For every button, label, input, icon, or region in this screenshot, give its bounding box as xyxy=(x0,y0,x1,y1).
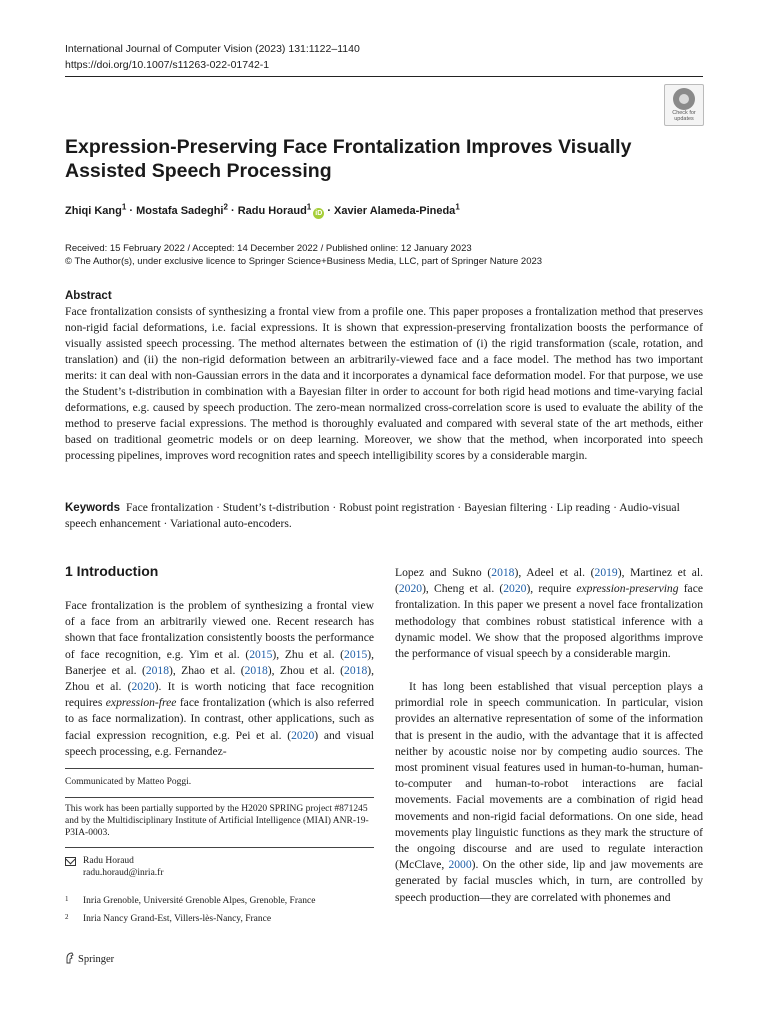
emphasis-text: expression-free xyxy=(105,696,177,710)
keywords-text: Face frontalization · Student’s t-distribution · Robust point registration · Bayesian filtering · Lip reading · Audio-visual speech enhancement · Variational auto-encoders. xyxy=(65,501,680,530)
author-name[interactable]: Mostafa Sadeghi xyxy=(136,205,224,217)
affiliation-2 xyxy=(65,913,271,925)
citation-link[interactable]: 2018 xyxy=(145,663,170,677)
body-text: ) and visual speech processing, e.g. Fernandez- xyxy=(65,728,374,758)
paper-title: Expression-Preserving Face Frontalization Improves Visually Assisted Speech Processing xyxy=(65,136,632,182)
affiliation-text: Inria Grenoble, Université Grenoble Alpes, Grenoble, France xyxy=(83,896,316,906)
citation-link[interactable]: 2018 xyxy=(344,663,368,677)
body-text: ), Zhou et al. ( xyxy=(65,663,374,694)
body-right-paragraph-1 xyxy=(395,565,703,662)
orcid-icon[interactable]: iD xyxy=(315,210,323,217)
body-left-column xyxy=(65,598,374,760)
corresponding-author xyxy=(65,855,164,879)
author-affiliation: 1 xyxy=(306,202,312,212)
abstract-heading: Abstract xyxy=(65,290,112,302)
received-dates: Received: 15 February 2022 / Accepted: 14 December 2022 / Published online: 12 January 2023 xyxy=(65,243,472,254)
body-text: ). It is worth noticing that face recognition requires xyxy=(65,680,374,710)
citation-link[interactable]: 2020 xyxy=(131,680,155,694)
journal-header xyxy=(65,41,360,73)
body-text: ), Adeel et al. ( xyxy=(514,566,595,579)
abstract-text: Face frontalization consists of synthesizing a frontal view from a profile one. This paper proposes a frontalization method that preserves non-rigid facial deformations, i.e. facial expressions. It is shown that expression-preserving frontalization boosts the performance of visually assisted speech processing. The method alternates between the estimation of (i) the rigid transformation (scale, rotation, and translation) and (ii) the non-rigid deformation between an arbitrarily-viewed face and a face model. The method has two important merits: it can deal with non-Gaussian errors in the data and it incorporates a dynamical face deformation model. For that purpose, we use the Student’s t-distribution in combination with a Bayesian filter in order to account for both rigid head motions and time-varying facial deformations, e.g. caused by speech production. The zero-mean normalized cross-correlation score is used to evaluate the ability of the method to preserve facial expressions. The method is thoroughly evaluated and compared with several state of the art methods, either based on traditional geometric models or on deep learning. Moreover, we show that the method, when incorporated into speech processing pipelines, improves word recognition rates and speech intelligibility scores by a considerable margin. xyxy=(65,305,703,462)
author-name[interactable]: Xavier Alameda-Pineda xyxy=(334,205,456,217)
citation-link[interactable]: 2020 xyxy=(291,728,315,742)
body-text: ), Martinez et al. ( xyxy=(395,566,704,596)
body-text: It has long been established that visual perception plays a primordial role in speech communication. In particular, vision provides an alternative representation of some of the information that is present in the audio, with the advantage that it is affected neither by acoustic noise nor by competing audio sources. The most prominent visual features used in human-to-human, human-to-computer and human-to-robot interactions are facial movements. Facial movements are a combination of rigid head movements and non-rigid facial deformations. On one side, head movements play linguistic functions as they mark the structure of the ongoing discourse and are used to regulate interaction (McClave, xyxy=(395,680,703,872)
author-list xyxy=(65,203,460,219)
badge-text-1: Check for xyxy=(672,110,696,116)
author-affiliation: 2 xyxy=(223,202,228,212)
publication-dates xyxy=(65,242,542,268)
springer-horse-icon xyxy=(65,952,75,964)
body-text: ), Zhu et al. ( xyxy=(272,647,345,661)
citation-link[interactable]: 2000 xyxy=(448,858,472,872)
author-separator: · xyxy=(231,205,235,217)
publisher-logo xyxy=(65,952,114,967)
citation-link[interactable]: 2018 xyxy=(491,566,515,579)
author-affiliation: 1 xyxy=(455,202,460,212)
citation-link[interactable]: 2019 xyxy=(594,566,618,579)
body-right-paragraph-2 xyxy=(395,679,703,906)
affiliation-text: Inria Nancy Grand-Est, Villers-lès-Nancy, France xyxy=(83,914,272,924)
body-text: ), Cheng et al. ( xyxy=(422,582,504,596)
check-for-updates-badge[interactable] xyxy=(664,84,704,126)
affiliation-number: 2 xyxy=(65,913,69,921)
citation-link[interactable]: 2020 xyxy=(503,582,527,596)
journal-citation: International Journal of Computer Vision (2023) 131:1122–1140 xyxy=(65,43,360,55)
citation-link[interactable]: 2015 xyxy=(344,647,368,661)
envelope-icon xyxy=(65,857,76,866)
body-text: Face frontalization is the problem of synthesizing a frontal view of a face from an arbitrarily viewed one. Recent research has shown that face frontalization consistently boosts the performance of face recognition, e.g. Yim et al. ( xyxy=(65,599,374,661)
body-text: ), Zhao et al. ( xyxy=(169,663,245,677)
body-text: face frontalization. In this paper we present a novel face frontalization methodology that combines robust statistical inference with a dynamic model. We show that the proposed algorithms improve the performance of visual speech by a considerable margin. xyxy=(395,582,703,661)
publisher-name: Springer xyxy=(78,954,115,965)
header-rule xyxy=(65,76,703,77)
author-separator: · xyxy=(327,205,331,217)
doi-link[interactable]: https://doi.org/10.1007/s11263-022-01742-1 xyxy=(65,59,270,71)
affiliation-number: 1 xyxy=(65,895,69,903)
author-separator: · xyxy=(129,205,134,217)
contact-name: Radu Horaud xyxy=(83,856,134,866)
body-text: ), Zhou et al. ( xyxy=(267,663,345,677)
citation-link[interactable]: 2015 xyxy=(249,647,273,661)
body-text: Lopez and Sukno ( xyxy=(395,566,492,579)
copyright-line: © The Author(s), under exclusive licence to Springer Science+Business Media, LLC, part of Springer Nature 2023 xyxy=(65,256,543,267)
contact-email[interactable]: radu.horaud@inria.fr xyxy=(83,868,164,878)
body-text: ), require xyxy=(526,582,577,596)
body-text: ). On the other side, lip and jaw movements are generated by facial muscles which, in turn, are controlled by speech production—they are correlated with phonemes and xyxy=(395,858,703,904)
body-text: face frontalization (which is also referred to as face normalization). In contrast, other applications, such as facial expression recognition, e.g. Pei et al. ( xyxy=(65,696,374,742)
check-updates-icon xyxy=(673,88,695,110)
affiliation-1 xyxy=(65,895,315,907)
body-text: ), Banerjee et al. ( xyxy=(65,647,374,677)
citation-link[interactable]: 2018 xyxy=(244,663,268,677)
author-affiliation: 1 xyxy=(121,202,127,212)
funding-note: This work has been partially supported by the H2020 SPRING project #871245 and by the Multidisciplinary Institute of Artificial Intelligence (MIAI) ANR-19-P3IA-0003. xyxy=(65,804,369,838)
footnote-rule xyxy=(65,847,374,848)
author-name[interactable]: Radu Horaud xyxy=(237,205,307,217)
citation-link[interactable]: 2020 xyxy=(398,582,423,596)
communicated-by: Communicated by Matteo Poggi. xyxy=(65,777,192,787)
badge-text-2: updates xyxy=(674,116,694,122)
emphasis-text: expression-preserving xyxy=(576,582,679,596)
keywords xyxy=(65,500,703,532)
author-name[interactable]: Zhiqi Kang xyxy=(65,205,122,217)
keywords-heading: Keywords xyxy=(65,502,120,514)
section-title: 1 Introduction xyxy=(65,563,159,579)
footnote-rule xyxy=(65,768,374,769)
footnote-rule xyxy=(65,797,374,798)
